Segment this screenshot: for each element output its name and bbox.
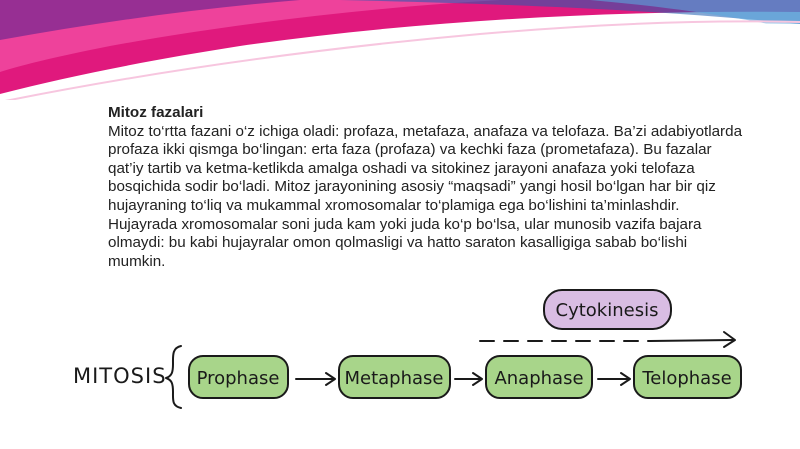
mitosis-diagram xyxy=(0,280,800,449)
mitosis-label: MITOSIS xyxy=(73,364,167,388)
slide-body: Mitoz to‘rtta fazani o‘z ichiga oladi: profaza, metafaza, anafaza va telofaza. Ba’zi adabiyotlarda profaza ikki qismga bo‘lingan: erta faza (profaza) va kechki faza (prometafaza). Bu fazalar qat’iy tartib va ketma-ketlikda amalga oshadi va sitokinez jarayoni anafaza yoki telofaza bosqichida sodir bo‘ladi. Mitoz jarayonining asosiy “maqsadi” yangi hosil bo‘lgan har bir qiz hujayraning to‘liq va mukammal xromosomalar to‘plamiga ega bo‘lishini ta’minlashdir. Hujayrada xromosomalar soni juda kam yoki juda ko‘p bo‘lsa, ular munosib vazifa bajara olmaydi: bu kabi hujayralar omon qolmasligi va hatto saraton kasalligiga sabab bo‘lishi mumkin. xyxy=(108,122,743,270)
slide-title: Mitoz fazalari xyxy=(108,104,204,121)
phase-label-telophase: Telophase xyxy=(642,368,732,389)
cytokinesis-solid-line xyxy=(650,340,733,341)
cytokinesis-label: Cytokinesis xyxy=(555,300,659,321)
header-decoration xyxy=(0,0,800,100)
phase-label-metaphase: Metaphase xyxy=(344,368,444,389)
text-block xyxy=(108,104,748,271)
arrow-metaphase-anaphase xyxy=(455,373,482,385)
phase-label-anaphase: Anaphase xyxy=(494,368,584,389)
arrow-anaphase-telophase xyxy=(598,373,630,385)
brace-icon xyxy=(166,346,181,408)
arrow-prophase-metaphase xyxy=(296,373,335,385)
phase-label-prophase: Prophase xyxy=(196,368,280,389)
